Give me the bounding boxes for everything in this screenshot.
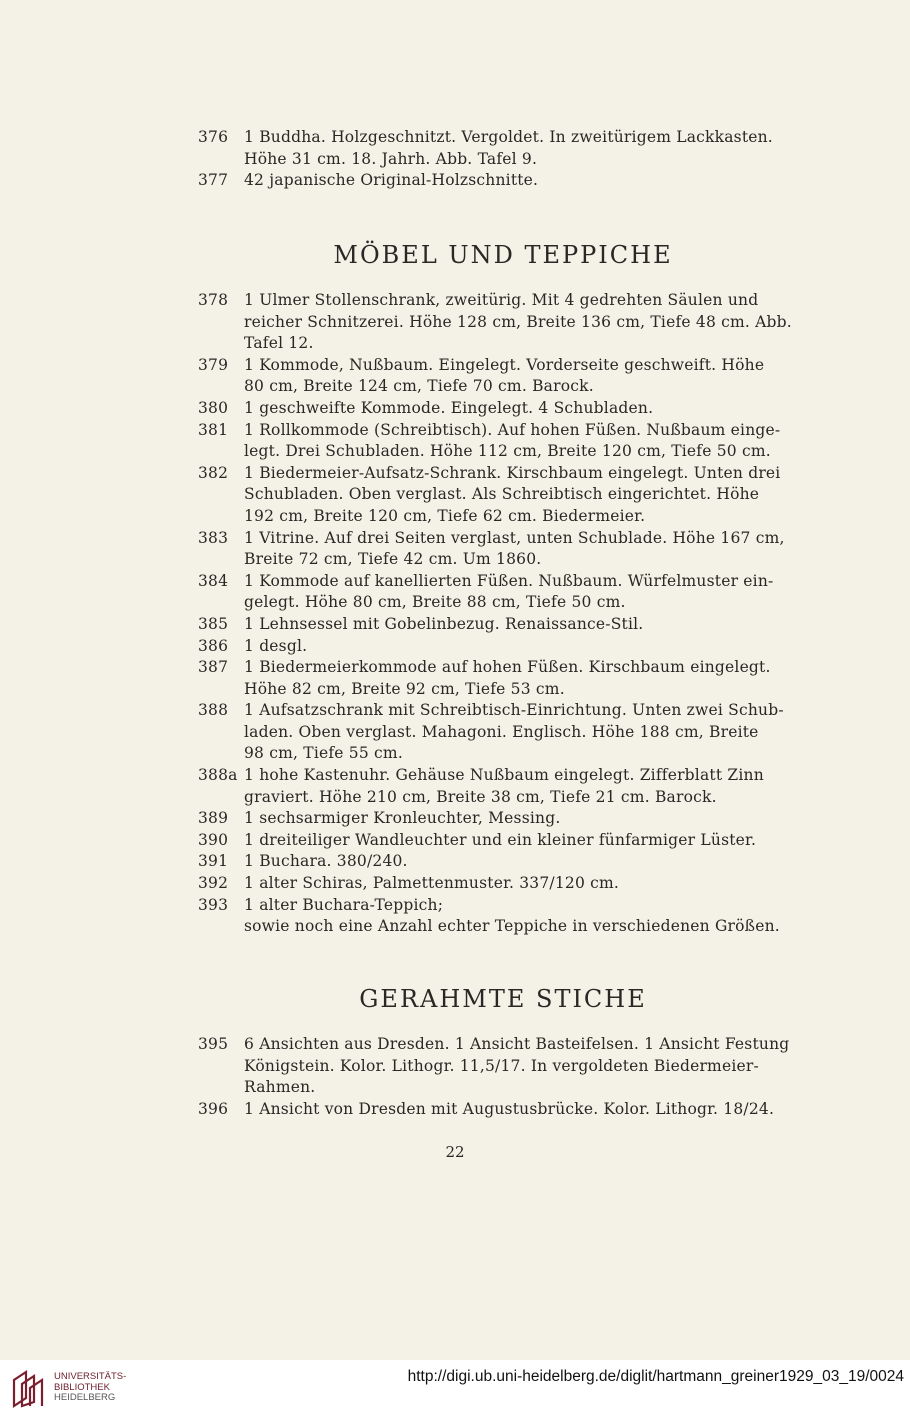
entry-text-line: 1 alter Buchara-Teppich;: [244, 895, 444, 914]
entry-text-line: Königstein. Kolor. Lithogr. 11,5/17. In vergoldeten Biedermeier-: [244, 1056, 759, 1075]
entry-number: 387: [198, 658, 229, 677]
entry-number: 378: [198, 291, 229, 309]
entry-number: 391: [198, 852, 229, 871]
entry-text-line: 1 Buchara. 380/240.: [244, 852, 408, 871]
entry-text-line: 1 Ansicht von Dresden mit Augustusbrücke. Kolor. Lithogr. 18/24.: [244, 1099, 775, 1118]
catalog-entry: [198, 1034, 808, 1099]
entry-number: 379: [198, 355, 229, 374]
entry-text-line: Höhe 31 cm. 18. Jahrh. Abb. Tafel 9.: [244, 149, 538, 168]
catalog-entry: [198, 636, 808, 658]
catalog-entry: [198, 571, 808, 614]
catalog-entry: [198, 528, 808, 571]
entry-text-line: 1 alter Schiras, Palmettenmuster. 337/120 cm.: [244, 874, 620, 893]
entry-number: 395: [198, 1035, 229, 1053]
catalog-entry: [198, 614, 808, 636]
catalog-entry: [198, 808, 808, 830]
entry-text-line: 1 Lehnsessel mit Gobelinbezug. Renaissance-Stil.: [244, 614, 644, 633]
entry-text-line: 98 cm, Tiefe 55 cm.: [244, 744, 403, 763]
section-heading-stiche: GERAHMTE STICHE: [359, 985, 647, 1013]
catalog-entry: [198, 657, 808, 700]
entries-block-moebel: [198, 290, 808, 938]
entry-text-line: 1 dreiteiliger Wandleuchter und ein kleiner fünfarmiger Lüster.: [244, 830, 757, 849]
catalog-entry: [198, 1099, 808, 1121]
entry-text-line: 1 hohe Kastenuhr. Gehäuse Nußbaum eingelegt. Zifferblatt Zinn: [244, 766, 764, 785]
entry-text-line: Breite 72 cm, Tiefe 42 cm. Um 1860.: [244, 550, 542, 569]
catalog-entry: [198, 873, 808, 895]
catalog-entry: [198, 127, 808, 170]
entry-text-line: 1 sechsarmiger Kronleuchter, Messing.: [244, 809, 561, 828]
entry-text-line: 80 cm, Breite 124 cm, Tiefe 70 cm. Barock.: [244, 377, 594, 396]
entry-text-line: 1 Vitrine. Auf drei Seiten verglast, unten Schublade. Höhe 167 cm,: [244, 528, 785, 547]
entry-number: 390: [198, 830, 229, 849]
entry-number: 386: [198, 636, 229, 655]
catalog-entry: [198, 463, 808, 528]
entry-number: 381: [198, 420, 229, 439]
entry-text-line: reicher Schnitzerei. Höhe 128 cm, Breite 136 cm, Tiefe 48 cm. Abb.: [244, 312, 792, 331]
entry-text-line: 1 Kommode, Nußbaum. Eingelegt. Vorderseite geschweift. Höhe: [244, 355, 765, 374]
entry-text-line: 1 Ulmer Stollenschrank, zweitürig. Mit 4 gedrehten Säulen und: [244, 291, 759, 309]
entry-number: 383: [198, 528, 229, 547]
entry-text-line: laden. Oben verglast. Mahagoni. Englisch. Höhe 188 cm, Breite: [244, 722, 759, 741]
entry-text-line: 1 Kommode auf kanellierten Füßen. Nußbaum. Würfelmuster ein-: [244, 571, 774, 590]
entry-number: 396: [198, 1099, 229, 1118]
entry-text-line: 6 Ansichten aus Dresden. 1 Ansicht Basteifelsen. 1 Ansicht Festung: [244, 1035, 790, 1053]
catalog-entry: [198, 355, 808, 398]
library-name: [54, 1372, 126, 1404]
entry-text-line: 1 Aufsatzschrank mit Schreibtisch-Einrichtung. Unten zwei Schub-: [244, 701, 784, 720]
catalog-entry: [198, 398, 808, 420]
catalog-entry: [198, 830, 808, 852]
entry-text-line: 1 geschweifte Kommode. Eingelegt. 4 Schubladen.: [244, 398, 654, 417]
entries-block-top: [198, 127, 808, 192]
catalog-entry: [198, 420, 808, 463]
entry-text-line: Schubladen. Oben verglast. Als Schreibtisch eingerichtet. Höhe: [244, 485, 760, 504]
library-name-line3: HEIDELBERG: [54, 1392, 116, 1403]
entry-text-line: 1 desgl.: [244, 636, 308, 655]
entry-number: 389: [198, 809, 229, 828]
entry-number: 384: [198, 571, 229, 590]
library-logo-icon: [8, 1366, 48, 1410]
catalog-entry: [198, 290, 808, 355]
entry-number: 377: [198, 171, 229, 190]
entry-number: 382: [198, 463, 229, 482]
entry-number: 385: [198, 614, 229, 633]
entry-number: 393: [198, 895, 229, 914]
catalog-entry: [198, 851, 808, 873]
entry-number: 380: [198, 398, 229, 417]
entry-text-line: 1 Buddha. Holzgeschnitzt. Vergoldet. In zweitürigem Lackkasten.: [244, 128, 773, 146]
entry-text-line: 42 japanische Original-Holzschnitte.: [244, 171, 539, 190]
entry-text-line: Rahmen.: [244, 1078, 316, 1097]
entry-number: 392: [198, 874, 229, 893]
entry-number: 376: [198, 128, 229, 146]
entry-text-line: Höhe 82 cm, Breite 92 cm, Tiefe 53 cm.: [244, 679, 565, 698]
footer-bar: [0, 1360, 910, 1418]
catalog-entry: [198, 895, 808, 938]
catalog-entry: [198, 700, 808, 765]
entry-text-line: 1 Rollkommode (Schreibtisch). Auf hohen Füßen. Nußbaum einge-: [244, 420, 781, 439]
source-url-link[interactable]: http://digi.ub.uni-heidelberg.de/diglit/hartmann_greiner1929_03_19/0024: [407, 1368, 904, 1385]
entry-text-line: sowie noch eine Anzahl echter Teppiche in verschiedenen Größen.: [244, 917, 780, 936]
entry-text-line: 192 cm, Breite 120 cm, Tiefe 62 cm. Biedermeier.: [244, 506, 646, 525]
catalog-entry: [198, 765, 808, 808]
entry-text-line: 1 Biedermeier-Aufsatz-Schrank. Kirschbaum eingelegt. Unten drei: [244, 463, 781, 482]
library-name-line2: BIBLIOTHEK: [54, 1381, 110, 1393]
catalog-entry: [198, 170, 808, 192]
entry-number: 388a: [198, 766, 238, 785]
entry-text-line: Tafel 12.: [244, 334, 314, 353]
entry-number: 388: [198, 701, 229, 720]
entry-text-line: 1 Biedermeierkommode auf hohen Füßen. Kirschbaum eingelegt.: [244, 658, 771, 677]
page-number: 22: [445, 1143, 465, 1161]
entry-text-line: graviert. Höhe 210 cm, Breite 38 cm, Tiefe 21 cm. Barock.: [244, 787, 717, 806]
library-name-line1: UNIVERSITÄTS-: [54, 1371, 127, 1382]
entry-text-line: gelegt. Höhe 80 cm, Breite 88 cm, Tiefe 50 cm.: [244, 593, 626, 612]
entry-text-line: legt. Drei Schubladen. Höhe 112 cm, Breite 120 cm, Tiefe 50 cm.: [244, 442, 771, 461]
entries-block-stiche: [198, 1034, 808, 1120]
section-heading-moebel: MÖBEL UND TEPPICHE: [333, 241, 673, 269]
